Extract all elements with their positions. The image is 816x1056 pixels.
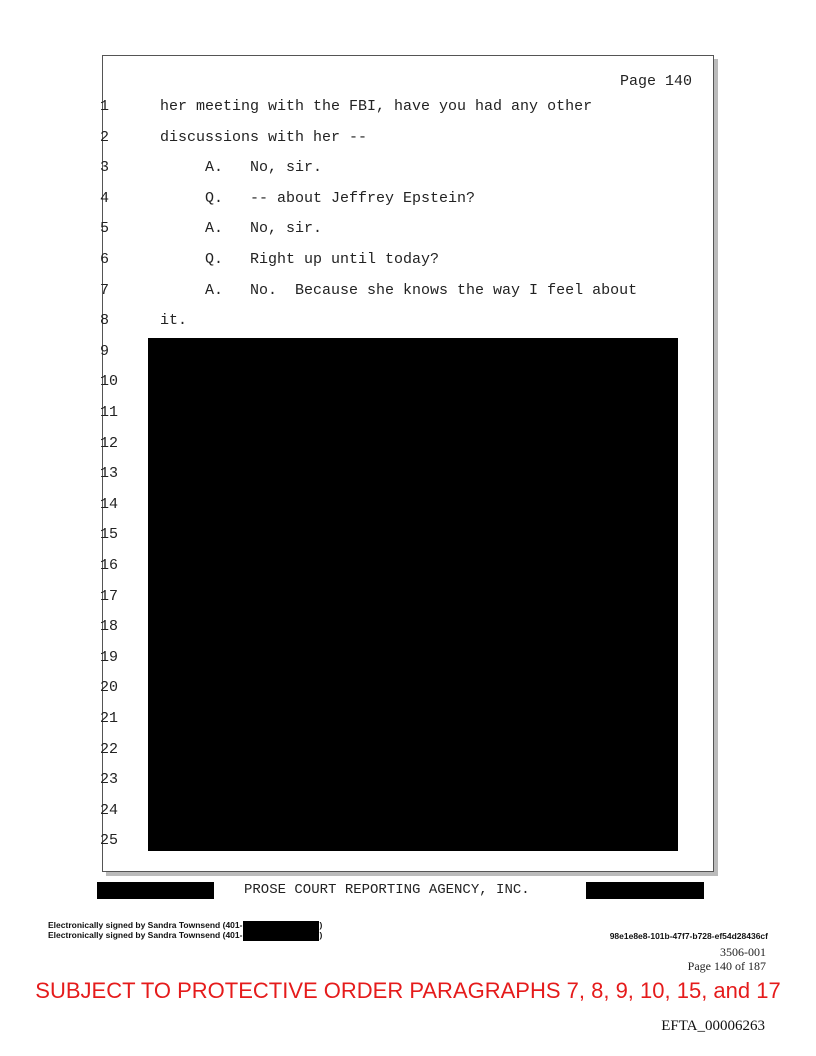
- signature-1-suffix: ): [319, 920, 323, 930]
- line-number: 11: [100, 404, 119, 421]
- transcript-line-text: A. No. Because she knows the way I feel about: [160, 282, 638, 299]
- line-number: 22: [100, 741, 119, 758]
- footer-left-redaction: [97, 882, 214, 899]
- transcript-line-text: Q. Right up until today?: [160, 251, 440, 268]
- transcript-line-text: it.: [160, 312, 188, 329]
- signature-2-suffix: ): [319, 930, 323, 940]
- line-number: 17: [100, 588, 119, 605]
- line-number: 13: [100, 465, 119, 482]
- transcript-line-text: A. No, sir.: [160, 220, 323, 237]
- line-number: 15: [100, 526, 119, 543]
- line-number: 18: [100, 618, 119, 635]
- line-number: 16: [100, 557, 119, 574]
- line-number: 7: [100, 282, 110, 299]
- signature-line-2: [48, 930, 322, 941]
- line-number: 2: [100, 129, 110, 146]
- line-number: 4: [100, 190, 110, 207]
- signature-2-redaction: [243, 931, 319, 941]
- line-number: 20: [100, 679, 119, 696]
- page-of-total: Page 140 of 187: [687, 959, 766, 973]
- line-number: 1: [100, 98, 110, 115]
- line-number: 24: [100, 802, 119, 819]
- line-number: 8: [100, 312, 110, 329]
- bates-number: EFTA_00006263: [661, 1018, 765, 1034]
- line-number: 6: [100, 251, 110, 268]
- line-number: 10: [100, 373, 119, 390]
- redaction-block: [148, 338, 678, 851]
- line-number: 23: [100, 771, 119, 788]
- transcript-line-text: A. No, sir.: [160, 159, 323, 176]
- line-number: 21: [100, 710, 119, 727]
- transcript-line-text: her meeting with the FBI, have you had any other: [160, 98, 593, 115]
- signature-2-prefix: Electronically signed by Sandra Townsend (401-: [48, 930, 243, 940]
- document-number: 3506-001: [720, 945, 766, 959]
- page-label: Page 140: [620, 73, 693, 90]
- line-number: 9: [100, 343, 110, 360]
- document-hash: 98e1e8e8-101b-47f7-b728-ef54d28436cf: [609, 931, 768, 941]
- line-number: 12: [100, 435, 119, 452]
- footer-right-redaction: [586, 882, 704, 899]
- transcript-line-text: Q. -- about Jeffrey Epstein?: [160, 190, 476, 207]
- line-number: 3: [100, 159, 110, 176]
- signature-1-prefix: Electronically signed by Sandra Townsend (401-: [48, 920, 243, 930]
- line-number: 5: [100, 220, 110, 237]
- line-number: 19: [100, 649, 119, 666]
- transcript-line-text: discussions with her --: [160, 129, 368, 146]
- protective-order-notice: SUBJECT TO PROTECTIVE ORDER PARAGRAPHS 7, 8, 9, 10, 15, and 17: [35, 978, 781, 1003]
- line-number: 25: [100, 832, 119, 849]
- line-number: 14: [100, 496, 119, 513]
- agency-name: PROSE COURT REPORTING AGENCY, INC.: [244, 882, 530, 898]
